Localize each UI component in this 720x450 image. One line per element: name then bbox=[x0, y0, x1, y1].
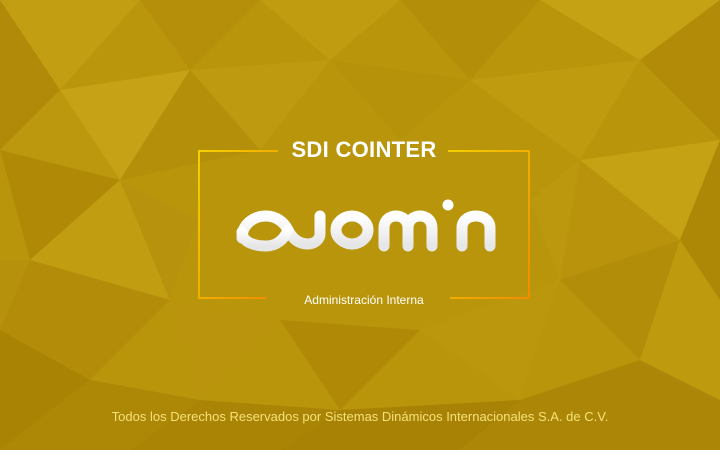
logo-frame bbox=[198, 137, 530, 307]
tagline: Administración Interna bbox=[304, 293, 424, 307]
admin-logo-mark bbox=[236, 200, 492, 260]
admin-logo bbox=[236, 200, 492, 260]
copyright-notice: Todos los Derechos Reservados por Sistemas Dinámicos Internacionales S.A. de C.V. bbox=[111, 409, 609, 424]
brand-title: SDI COINTER bbox=[291, 137, 437, 162]
